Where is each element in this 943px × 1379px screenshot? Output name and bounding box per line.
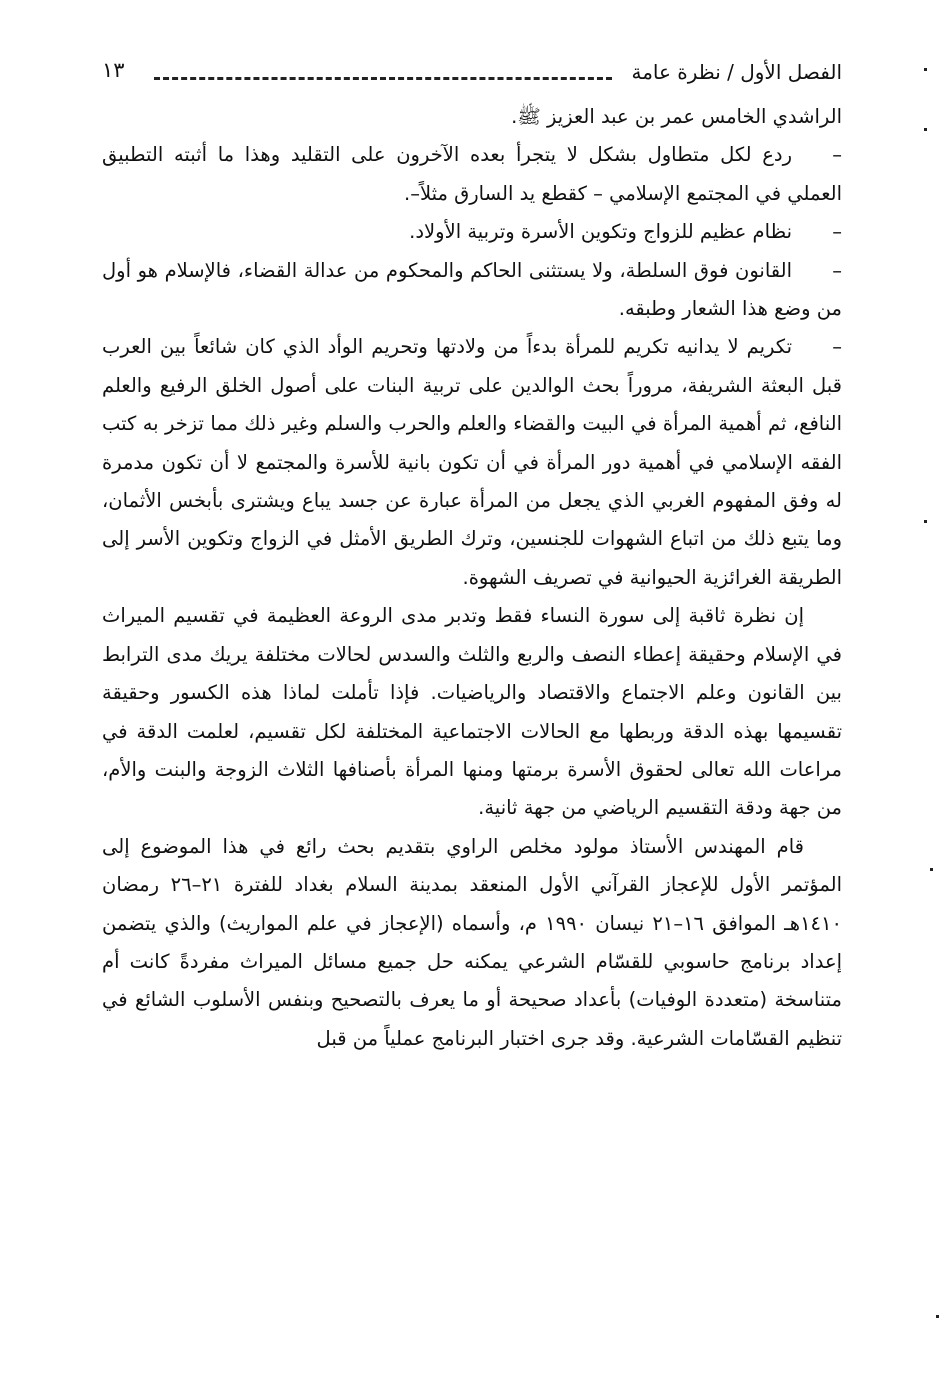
header-dash-leader: [154, 77, 612, 80]
book-page: [102, 52, 842, 1058]
text-line: الراشدي الخامس عمر بن عبد العزيز ﷺ.: [511, 105, 842, 128]
running-header: [102, 52, 842, 98]
body-text: [102, 98, 842, 1058]
bullet-dash: –: [832, 143, 842, 167]
scan-mark: [936, 1315, 939, 1318]
bullet-dash: –: [832, 335, 842, 359]
bullet-item: [102, 328, 842, 597]
bullet-text: نظام عظيم للزواج وتكوين الأسرة وتربية الأولاد.: [409, 220, 792, 244]
scan-mark: [924, 128, 927, 131]
bullet-item: [102, 252, 842, 329]
paragraph: قام المهندس الأستاذ مولود مخلص الراوي بتقديم بحث رائع في هذا الموضوع إلى المؤتمر الأول للإعجاز القرآني الأول المنعقد بمدينة السلام بغداد للفترة ٢١–٢٦ رمضان ١٤١٠هـ الموافق ١٦–٢١ نيسان ١٩٩٠ م، وأسماه (الإعجاز في علم المواريث) والذي يتضمن إعداد برنامج حاسوبي للقسّام الشرعي يمكنه حل جميع مسائل الميراث مفردةً كانت أم متناسخة (متعددة الوفيات) بأعداد صحيحة أو ما يعرف بالتصحيح وبنفس الأسلوب الشائع في تنظيم القسّامات الشرعية. وقد جرى اختبار البرنامج عملياً من قبل: [102, 834, 843, 1050]
bullet-text: تكريم لا يدانيه تكريم للمرأة بدءاً من ولادتها وتحريم الوأد الذي كان شائعاً بين العرب قبل البعثة الشريفة، مروراً بحث الوالدين على تربية البنات على أصول الخلق الرفيع والعلم النافع، ثم أهمية المرأة في البيت والقضاء والعلم والحرب والسلم وغير ذلك مما تزخر به كتب الفقه الإسلامي في أهمية دور المرأة في أن تكون بانية للأسرة والمجتمع لا أن تكون مدمرة له وفق المفهوم الغربي الذي يجعل من المرأة عبارة عن جسد يباع ويشترى بأبخس الأثمان، وما يتبع ذلك من اتباع الشهوات للجنسين، وترك الطريق الأمثل في الزواج وتكوين الأسر إلى الطريقة الغرائزية الحيوانية في تصريف الشهوة.: [102, 335, 842, 589]
paragraph: إن نظرة ثاقبة إلى سورة النساء فقط وتدبر مدى الروعة العظيمة في تقسيم الميراث في الإسلام وحقيقة إعطاء النصف والربع والثلث والسدس لحالات مختلفة يريك مدى الترابط بين القانون وعلم الاجتماع والاقتصاد والرياضيات. فإذا تأملت لماذا هذه الكسور وحقيقة تقسيمها بهذه الدقة وربطها مع الحالات الاجتماعية المختلفة لكل تقسيم، لعلمت الدقة في مراعات الله تعالى لحقوق الأسرة برمتها ومنها المرأة بأصنافها الثلاث الزوجة والبنت والأم، من جهة ودقة التقسيم الرياضي من جهة ثانية.: [102, 604, 842, 820]
bullet-item: [102, 213, 842, 251]
bullet-text: القانون فوق السلطة، ولا يستثنى الحاكم والمحكوم من عدالة القضاء، فالإسلام هو أول من وضع هذا الشعار وطبقه.: [102, 258, 842, 321]
scan-mark: [930, 868, 933, 871]
bullet-dash: –: [832, 258, 842, 282]
scan-mark: [924, 68, 927, 71]
bullet-text: ردع لكل متطاول بشكل لا يتجرأ بعده الآخرون على التقليد وهذا ما أثبته التطبيق العملي في المجتمع الإسلامي – كقطع يد السارق مثلاً–.: [102, 143, 842, 205]
scan-mark: [924, 520, 927, 523]
bullet-dash: –: [832, 220, 842, 244]
page-number: ١٣: [102, 58, 125, 82]
bullet-item: [102, 136, 842, 213]
chapter-title: الفصل الأول / نظرة عامة: [631, 60, 842, 84]
